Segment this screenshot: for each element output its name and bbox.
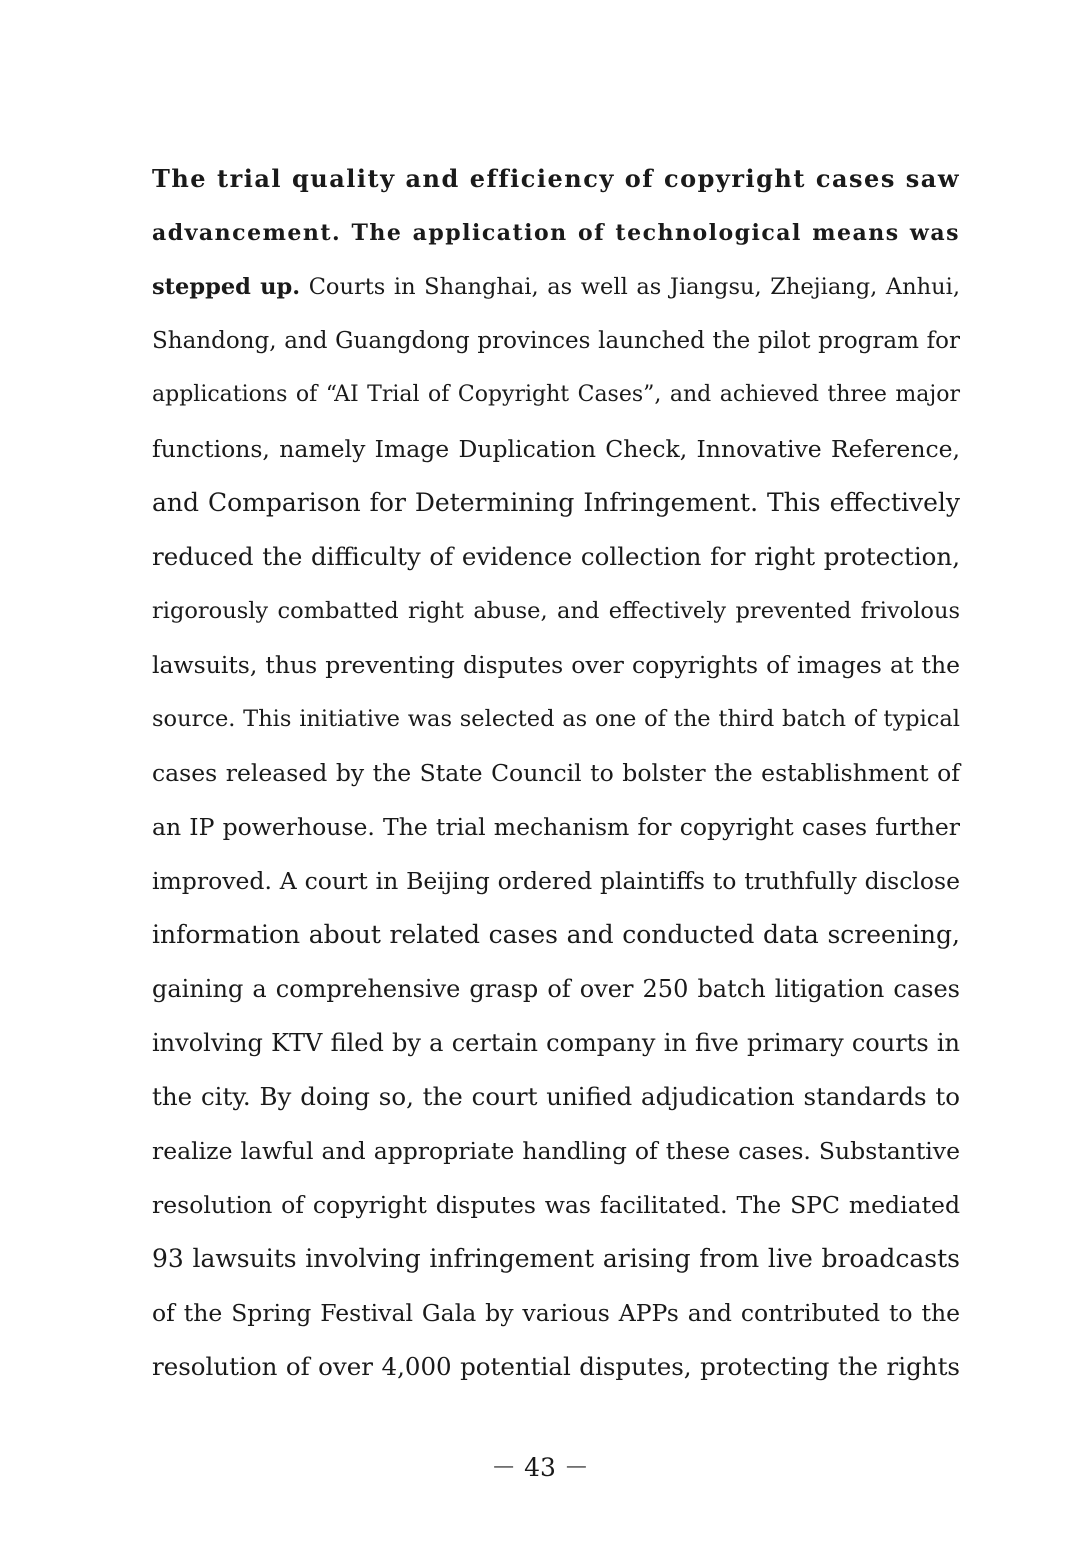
bold-heading-run: The trial quality and efficiency of copyright cases saw [152, 164, 960, 193]
text-line: rigorously combatted right abuse, and effectively prevented frivolous [152, 598, 960, 624]
text-line: 93 lawsuits involving infringement arising from live broadcasts [152, 1244, 960, 1273]
text-line: cases released by the State Council to bolster the establishment of [152, 759, 960, 787]
text-line: resolution of over 4,000 potential disputes, protecting the rights [152, 1352, 960, 1381]
text-line: functions, namely Image Duplication Check, Innovative Reference, [152, 435, 960, 463]
text-line [152, 152, 960, 206]
text-line: Shandong, and Guangdong provinces launched the pilot program for [152, 328, 960, 354]
text-line: lawsuits, thus preventing disputes over copyrights of images at the [152, 651, 960, 679]
text-line: involving KTV filed by a certain company in five primary courts in [152, 1029, 960, 1057]
bold-heading-run: stepped up. [152, 274, 301, 300]
text-line: applications of “AI Trial of Copyright Cases”, and achieved three major [152, 382, 960, 407]
text-line: reduced the difficulty of evidence collection for right protection, [152, 542, 960, 571]
text-line [152, 260, 960, 314]
text-line: resolution of copyright disputes was facilitated. The SPC mediated [152, 1191, 960, 1219]
text-line: information about related cases and conducted data screening, [152, 920, 960, 949]
text-line: of the Spring Festival Gala by various APPs and contributed to the [152, 1299, 960, 1327]
text-line: realize lawful and appropriate handling of these cases. Substantive [152, 1137, 960, 1165]
text-line: the city. By doing so, the court unified adjudication standards to [152, 1082, 960, 1111]
text-line: an IP powerhouse. The trial mechanism for copyright cases further [152, 813, 960, 841]
text-line: gaining a comprehensive grasp of over 250 batch litigation cases [152, 975, 960, 1003]
text-line [152, 206, 960, 260]
body-paragraph [152, 152, 960, 1394]
text-line: source. This initiative was selected as one of the third batch of typical [152, 706, 960, 732]
page-number: － 43 － [491, 1453, 589, 1482]
bold-heading-run: advancement. The application of technological means was [152, 220, 960, 246]
text-line: and Comparison for Determining Infringement. This effectively [152, 488, 960, 517]
text-run: Courts in Shanghai, as well as Jiangsu, Zhejiang, Anhui, [300, 274, 960, 300]
text-line: improved. A court in Beijing ordered plaintiffs to truthfully disclose [152, 867, 960, 895]
